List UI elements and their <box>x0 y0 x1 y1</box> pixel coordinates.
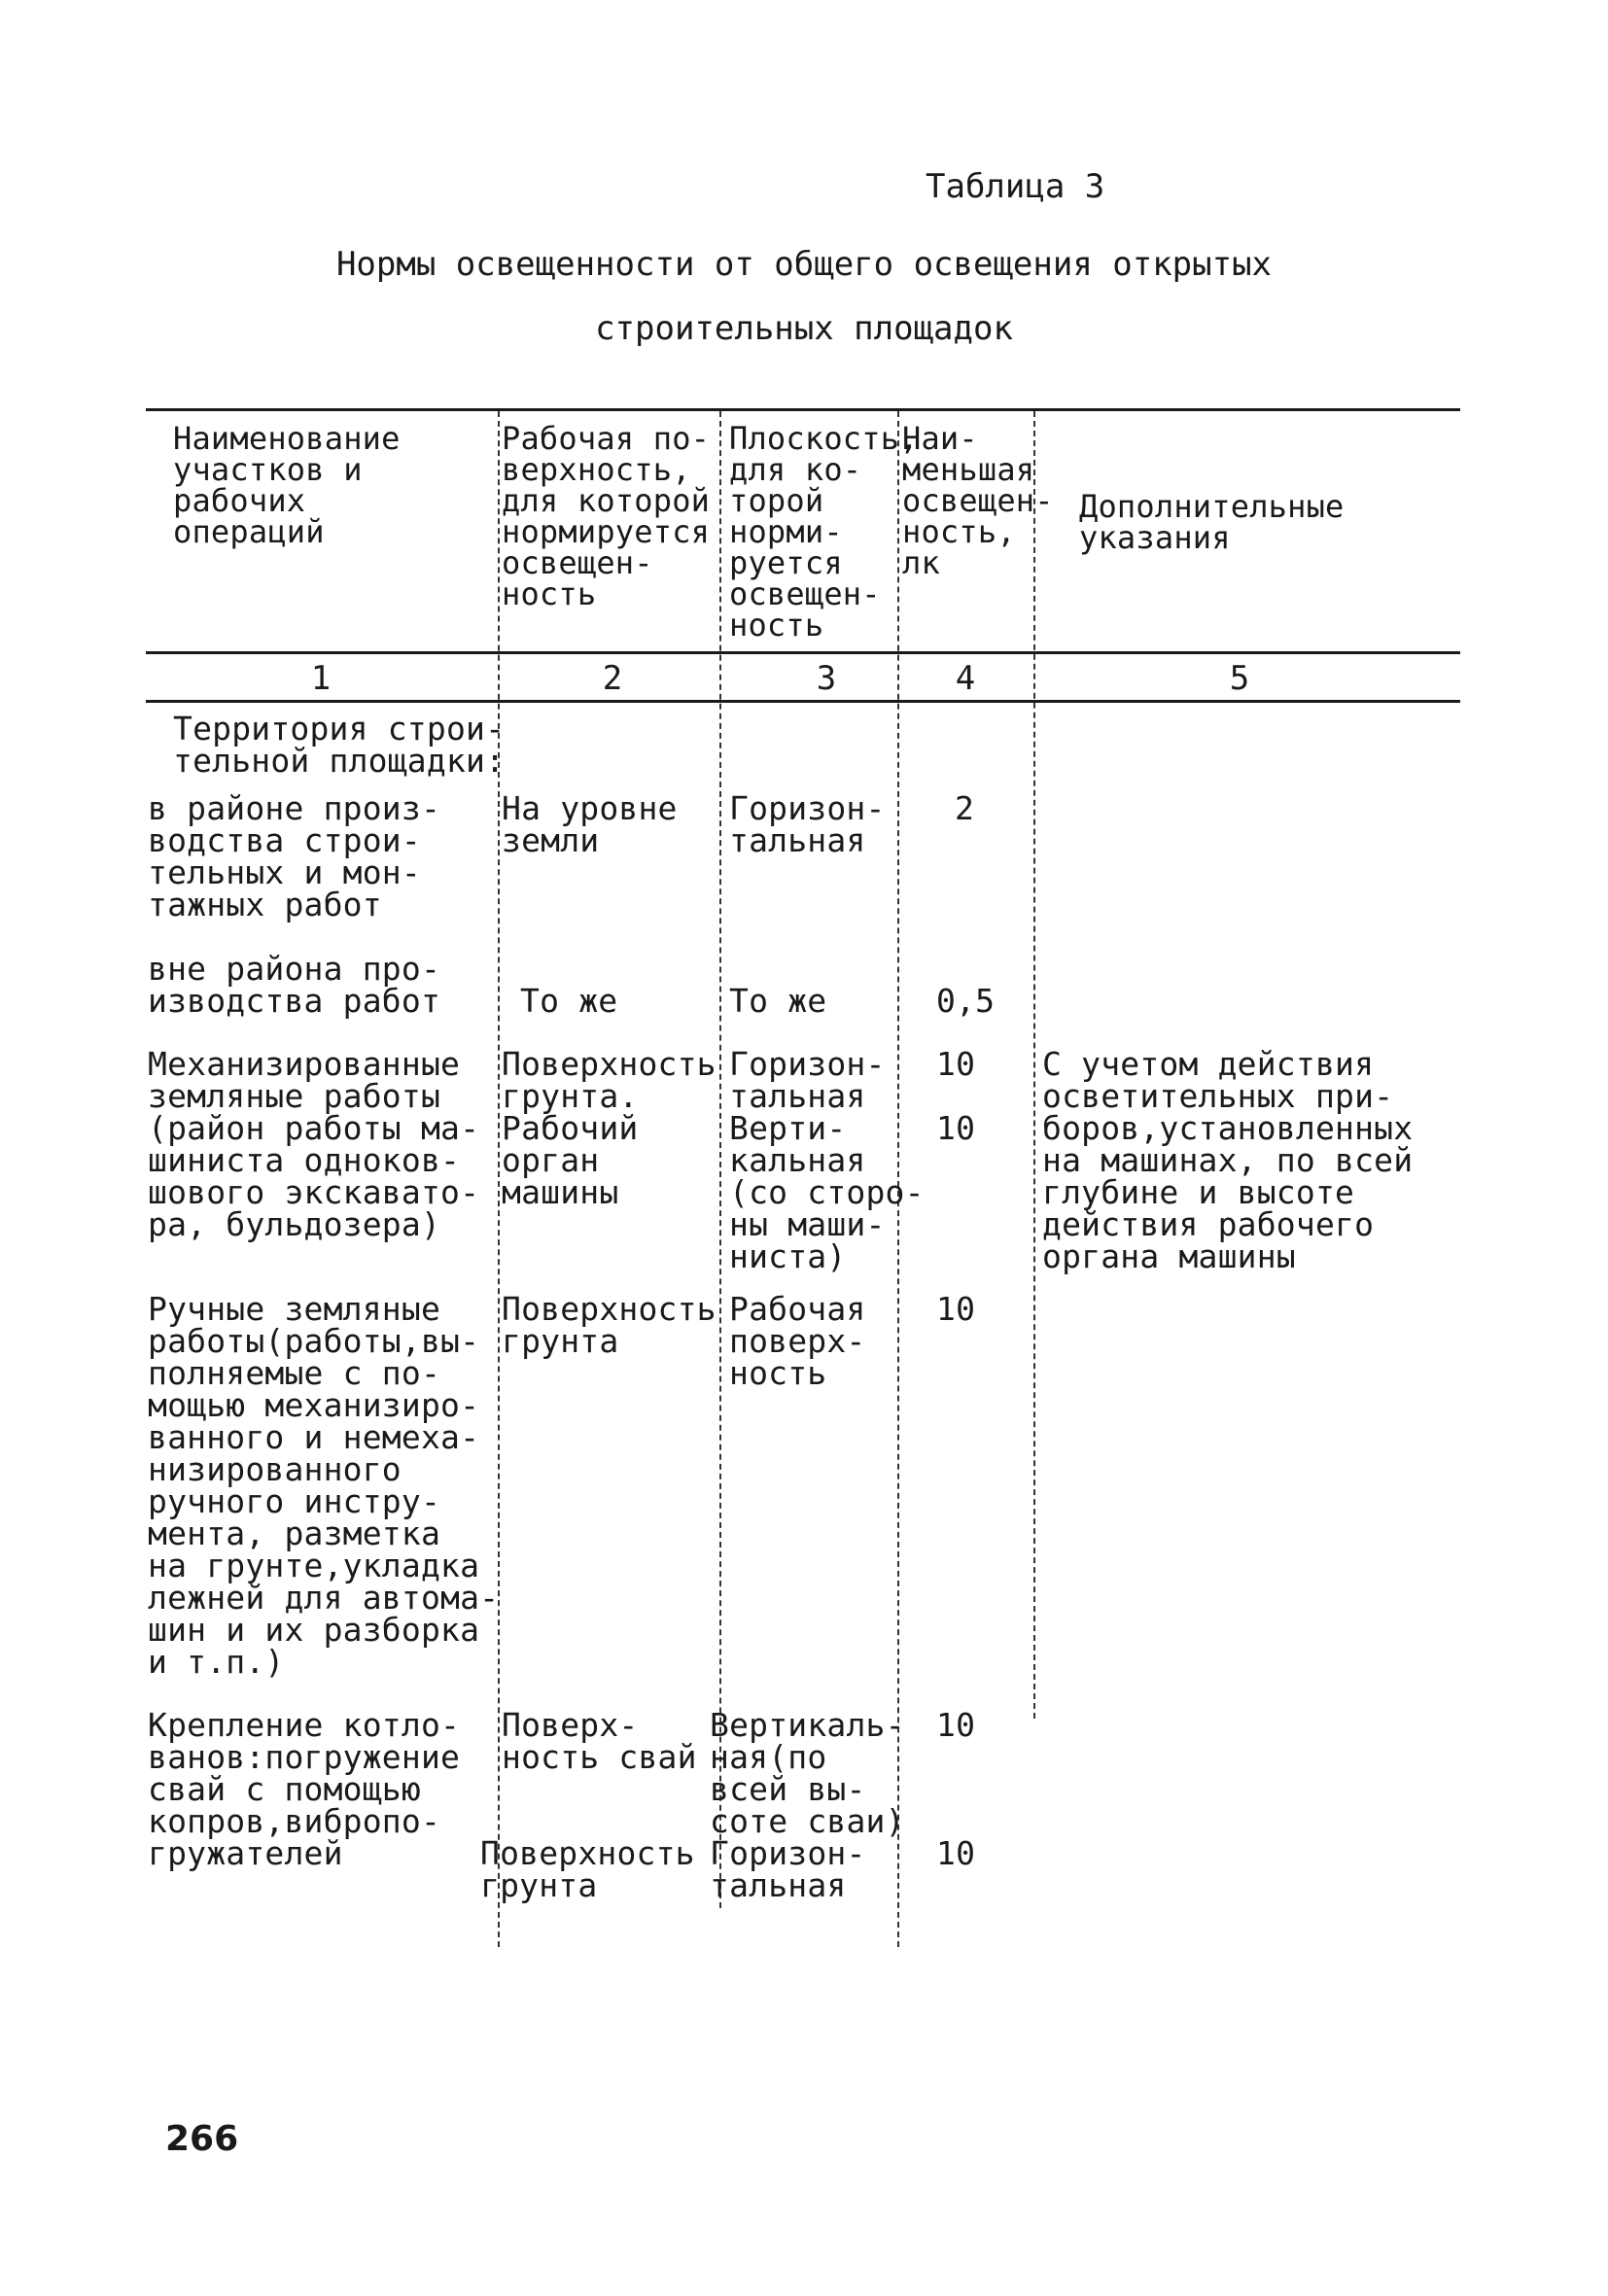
table-title-line-2: строительных площадок <box>595 309 1013 348</box>
column-divider-1 <box>498 411 500 1947</box>
column-number-4: 4 <box>955 659 976 698</box>
column-number-1: 1 <box>310 659 332 698</box>
row-4-col-4: 10 <box>936 1290 976 1328</box>
row-5-col-3a: Вертикаль- ная(по всей вы- соте сваи) <box>710 1706 905 1840</box>
row-4-col-1: Ручные земляные работы(работы,вы- полняемые с по- мощью механизиро- ванного и немеха- низированного ручного инстру- мента, разметка на грунте,укладка лежней для автома- шин и их разборка и т.п.) <box>148 1290 500 1681</box>
table-top-rule <box>146 408 1460 411</box>
row-4-col-2: Поверхность грунта <box>502 1290 717 1360</box>
row-5-col-1: Крепление котло- ванов:погружение свай с помощью копров,вибропо- гружателей <box>148 1706 461 1872</box>
row-2-col-1: вне района про- изводства работ <box>148 950 441 1020</box>
row-1-col-4: 2 <box>955 789 975 827</box>
header-col-1: Наименование участков и рабочих операций <box>173 420 401 550</box>
page-number: 266 <box>165 2119 239 2159</box>
row-4-col-3: Рабочая поверх- ность <box>729 1290 866 1392</box>
column-number-2: 2 <box>602 659 623 698</box>
row-5-col-2b: Поверхность грунта <box>480 1834 695 1904</box>
column-divider-2 <box>719 411 721 1908</box>
header-col-3: Плоскость, для ко- торой норми- руется освещен- ность <box>729 420 919 644</box>
row-5-col-4a: 10 <box>936 1706 976 1744</box>
column-number-3: 3 <box>816 659 837 698</box>
row-3-col-1: Механизированные земляные работы (район работы ма- шиниста одноков- шового экскавато- ра, бульдозера) <box>148 1045 480 1243</box>
row-5-col-4b: 10 <box>936 1834 976 1872</box>
table-title-line-1: Нормы освещенности от общего освещения открытых <box>335 245 1273 284</box>
row-3-col-4a: 10 <box>936 1045 976 1083</box>
table-label: Таблица 3 <box>926 167 1105 206</box>
header-col-5: Дополнительные указания <box>1079 488 1345 556</box>
row-5-col-3b: Горизон- тальная <box>710 1834 866 1904</box>
column-divider-4 <box>1033 411 1035 1719</box>
row-2-col-2: То же <box>520 982 618 1020</box>
header-col-4: Наи- меньшая освещен- ность, лк <box>902 420 1054 581</box>
row-3-col-3: Горизон- тальная Верти- кальная (со сторо- ны маши- ниста) <box>729 1045 925 1275</box>
row-2-col-3: То же <box>729 982 827 1020</box>
column-number-5: 5 <box>1229 659 1250 698</box>
numbering-bottom-rule <box>146 700 1460 703</box>
row-5-col-2a: Поверх- ность свай <box>502 1706 697 1776</box>
section-title: Территория строи- тельной площадки: <box>173 710 506 780</box>
row-3-col-5: С учетом действия осветительных при- боров,установленных на машинах, по всей глубине и высоте действия рабочего органа машины <box>1042 1045 1414 1275</box>
row-1-col-2: На уровне земли <box>502 789 678 859</box>
header-bottom-rule <box>146 651 1460 654</box>
row-3-col-4b: 10 <box>936 1109 976 1147</box>
row-2-col-4: 0,5 <box>936 982 996 1020</box>
row-1-col-3: Горизон- тальная <box>729 789 886 859</box>
row-1-col-1: в районе произ- водства строи- тельных и мон- тажных работ <box>148 789 441 923</box>
row-3-col-2: Поверхность грунта. Рабочий орган машины <box>502 1045 717 1211</box>
header-col-2: Рабочая по- верхность, для которой нормируется освещен- ность <box>502 420 711 612</box>
